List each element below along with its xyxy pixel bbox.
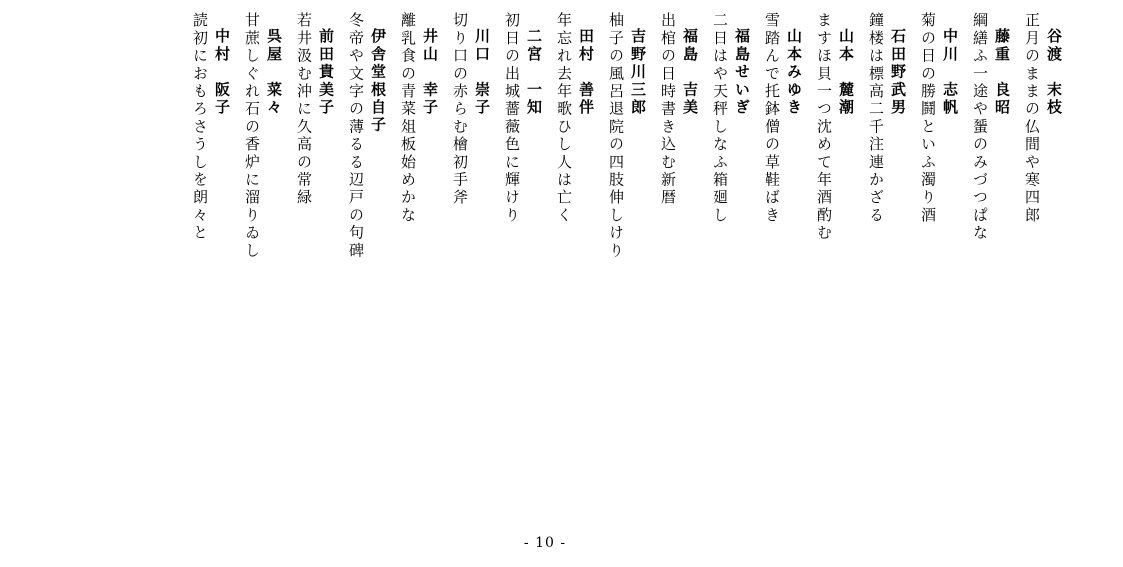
author-name: 井山 幸子 xyxy=(421,28,439,117)
haiku-entry xyxy=(865,12,909,224)
haiku-text: 甘蔗しぐれ石の香炉に溜りゐし xyxy=(243,12,261,260)
haiku-text: 雪踏んで托鉢僧の草鞋ばき xyxy=(763,12,781,225)
haiku-text: 菊の日の勝鬪といふ濁り酒 xyxy=(919,12,937,225)
author-name: 伊舎堂根自子 xyxy=(369,28,387,135)
haiku-entry xyxy=(1021,12,1065,224)
haiku-entry xyxy=(501,12,545,224)
haiku-text: 読初におもろさうしを朗々と xyxy=(191,12,209,243)
haiku-text: 出棺の日時書き込む新暦 xyxy=(659,12,677,207)
haiku-text: 離乳食の青菜俎板始めかな xyxy=(399,12,417,225)
haiku-entry xyxy=(397,12,441,224)
haiku-entry xyxy=(709,12,753,224)
author-name: 山本 麓潮 xyxy=(837,28,855,117)
haiku-entry xyxy=(449,12,493,207)
haiku-entry xyxy=(605,12,649,260)
haiku-entry xyxy=(553,12,597,224)
haiku-entry xyxy=(293,12,337,207)
haiku-entry xyxy=(761,12,805,224)
haiku-entry xyxy=(813,12,857,242)
haiku-text: 年忘れ去年歌ひし人は亡く xyxy=(555,12,573,225)
haiku-entry xyxy=(189,12,233,242)
haiku-entry xyxy=(241,12,285,260)
author-name: 谷渡 末枝 xyxy=(1045,28,1063,117)
author-name: 吉野川三郎 xyxy=(629,28,647,117)
author-name: 中川 志帆 xyxy=(941,28,959,117)
author-name: 藤重 良昭 xyxy=(993,28,1011,117)
author-name: 前田貴美子 xyxy=(317,28,335,117)
haiku-text: 冬帝や文字の薄るる辺戸の句碑 xyxy=(347,12,365,260)
author-name: 中村 阪子 xyxy=(213,28,231,117)
author-name: 福島せいぎ xyxy=(733,28,751,117)
haiku-text: 鐘楼は標高二千注連かざる xyxy=(867,12,885,225)
author-name: 田村 善伴 xyxy=(577,28,595,117)
author-name: 呉屋 菜々 xyxy=(265,28,283,117)
haiku-entry xyxy=(969,12,1013,242)
haiku-columns xyxy=(181,12,1065,260)
author-name: 川口 崇子 xyxy=(473,28,491,117)
haiku-text: 初日の出城薔薇色に輝けり xyxy=(503,12,521,225)
haiku-text: 二日はや天秤しなふ箱廻し xyxy=(711,12,729,225)
haiku-entry xyxy=(345,12,389,260)
author-name: 山本みゆき xyxy=(785,28,803,117)
author-name: 石田野武男 xyxy=(889,28,907,117)
page-number: - 10 - xyxy=(523,535,567,551)
haiku-text: 切り口の赤らむ檜初手斧 xyxy=(451,12,469,207)
haiku-entry xyxy=(917,12,961,224)
author-name: 二宮 一知 xyxy=(525,28,543,117)
haiku-entry xyxy=(657,12,701,207)
haiku-text: ますほ貝一つ沈めて年酒酌む xyxy=(815,12,833,243)
haiku-text: 柚子の風呂退院の四肢伸しけり xyxy=(607,12,625,260)
author-name: 福島 吉美 xyxy=(681,28,699,117)
haiku-text: 正月のままの仏間や寒四郎 xyxy=(1023,12,1041,225)
haiku-text: 若井汲む沖に久高の常緑 xyxy=(295,12,313,207)
haiku-text: 綱繕ふ一途や蜑のみづつぱな xyxy=(971,12,989,243)
